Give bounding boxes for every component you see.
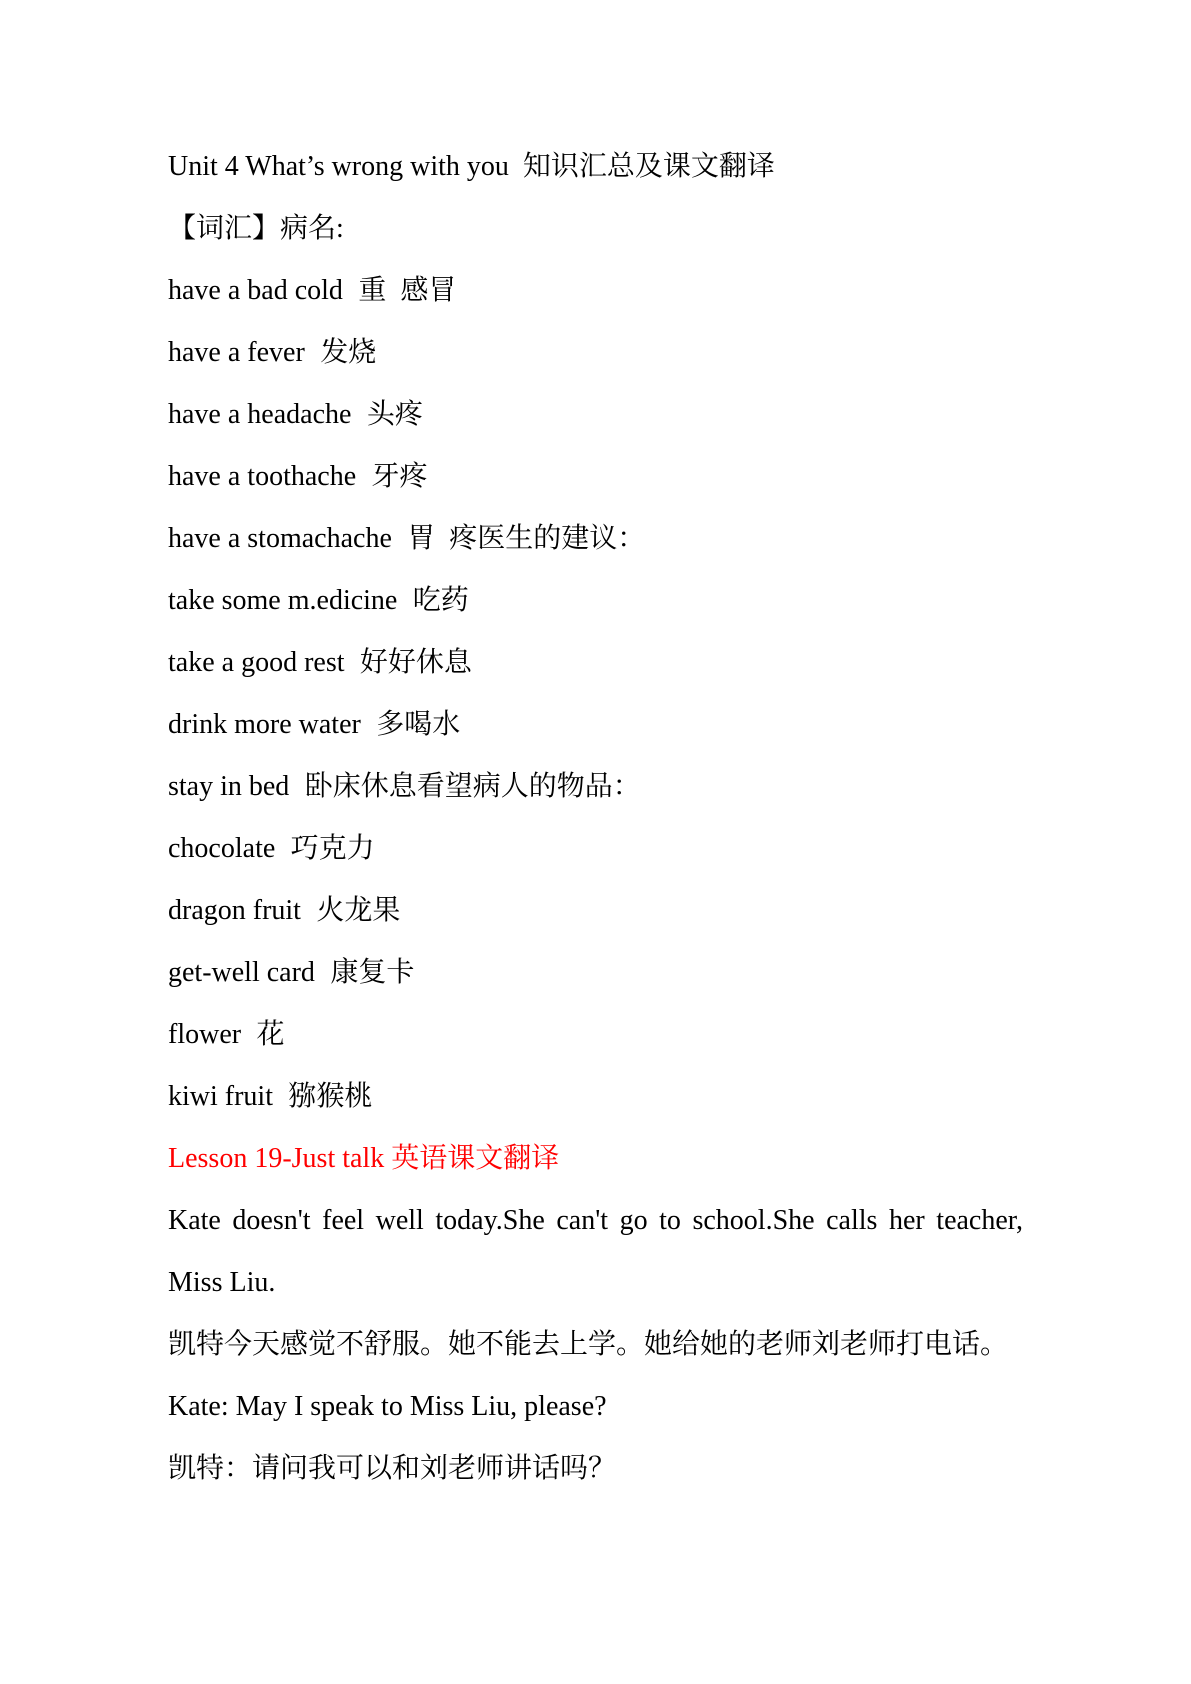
vocab-chinese-meaning: 康复卡 [330,957,415,988]
vocab-english-term: have a fever [168,337,305,368]
vocab-chinese-meaning: 巧克力 [290,833,375,864]
vocab-chinese-meaning: 花 [256,1019,285,1050]
vocab-line [168,756,1023,818]
vocab-line [168,632,1023,694]
vocab-line [168,694,1023,756]
vocab-english-term: have a toothache [168,461,357,492]
document-title: Unit 4 What’s wrong with you 知识汇总及课文翻译 [168,151,775,182]
vocab-english-term: flower [168,1019,242,1050]
lesson-heading: Lesson 19-Just talk 英语课文翻译 [168,1143,560,1174]
passage-line: 凯特今天感觉不舒服。她不能去上学。她给她的老师刘老师打电话。 [168,1329,1009,1360]
vocab-line [168,880,1023,942]
passage-line: Kate: May I speak to Miss Liu, please? [168,1391,607,1422]
vocab-english-term: dragon fruit [168,895,301,926]
vocab-english-term: drink more water [168,709,361,740]
vocab-chinese-meaning: 重 感冒 [358,275,457,306]
vocab-chinese-meaning: 卧床休息看望病人的物品： [304,771,641,802]
vocab-english-term: stay in bed [168,771,290,802]
vocab-english-term: get-well card [168,957,315,988]
vocab-line [168,384,1023,446]
vocab-section-header: 【词汇】病名: [168,213,344,244]
passage-line: Miss Liu. [168,1267,276,1298]
vocab-chinese-meaning: 多喝水 [376,709,461,740]
vocab-line [168,570,1023,632]
vocab-line [168,508,1023,570]
document-content [168,136,1023,1500]
vocab-line [168,1066,1023,1128]
vocab-english-term: have a bad cold [168,275,343,306]
vocab-english-term: take some m.edicine [168,585,398,616]
vocab-chinese-meaning: 发烧 [320,337,377,368]
vocab-line [168,446,1023,508]
vocab-chinese-meaning: 牙疼 [371,461,428,492]
vocab-english-term: chocolate [168,833,276,864]
passage-line: Kate doesn't feel well today.She can't go to school.She calls her teacher, [168,1205,1023,1236]
vocab-line [168,942,1023,1004]
vocab-chinese-meaning: 吃药 [412,585,469,616]
vocab-english-term: kiwi fruit [168,1081,273,1112]
vocab-line [168,260,1023,322]
vocab-line [168,1004,1023,1066]
vocab-english-term: have a headache [168,399,352,430]
vocab-line [168,818,1023,880]
vocab-chinese-meaning: 猕猴桃 [288,1081,373,1112]
passage-line: 凯特：请问我可以和刘老师讲话吗？ [168,1453,617,1484]
vocab-chinese-meaning: 火龙果 [316,895,401,926]
vocab-chinese-meaning: 头疼 [366,399,423,430]
lesson-passage [168,1190,1023,1500]
vocab-english-term: take a good rest [168,647,345,678]
vocab-english-term: have a stomachache [168,523,392,554]
vocab-list [168,260,1023,1128]
vocab-line [168,322,1023,384]
vocab-chinese-meaning: 胃 疼医生的建议： [407,523,646,554]
vocab-chinese-meaning: 好好休息 [359,647,472,678]
